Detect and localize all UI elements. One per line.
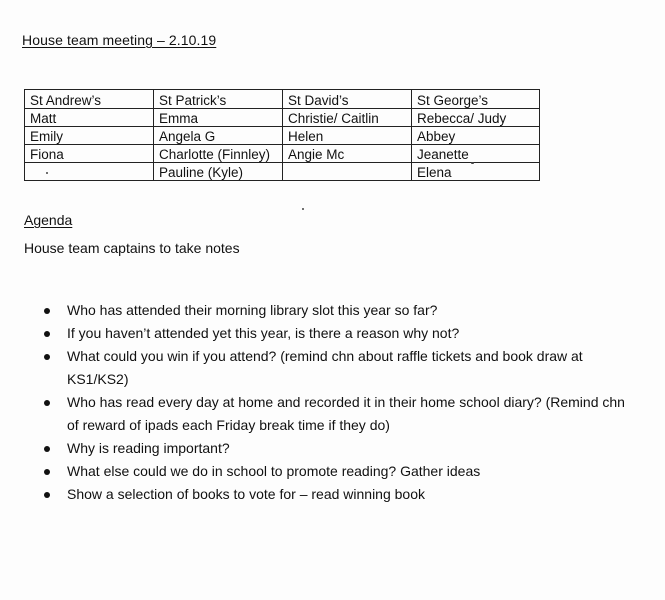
- table-header-cell: St Andrew’s: [25, 90, 154, 109]
- list-item: [40, 391, 640, 437]
- bullet-icon: [44, 308, 50, 314]
- table-cell: Fiona: [25, 145, 154, 163]
- table-header-cell: St David’s: [283, 90, 412, 109]
- list-item: [40, 437, 640, 460]
- table-cell: Abbey: [412, 127, 540, 145]
- house-team-table: [24, 89, 540, 181]
- list-item-text: Who has read every day at home and recorded it in their home school diary? (Remind chn of reward of ipads each Friday break time if they do): [67, 394, 625, 433]
- list-item-text: If you haven’t attended yet this year, is there a reason why not?: [67, 325, 460, 341]
- table-cell: Jeanette: [412, 145, 540, 163]
- table-cell: Matt: [25, 109, 154, 127]
- table-header-cell: St Patrick’s: [154, 90, 283, 109]
- table-cell: Helen: [283, 127, 412, 145]
- table-row: [25, 163, 540, 181]
- agenda-list: [40, 299, 640, 506]
- list-item: [40, 299, 640, 322]
- table-cell: Angela G: [154, 127, 283, 145]
- table-row: [25, 145, 540, 163]
- list-item-text: What else could we do in school to promote reading? Gather ideas: [67, 463, 481, 479]
- list-item-text: What could you win if you attend? (remind chn about raffle tickets and book draw at KS1/KS2): [67, 348, 583, 387]
- scan-speck: [46, 172, 48, 174]
- table-cell: [283, 163, 412, 181]
- table-cell: Pauline (Kyle): [154, 163, 283, 181]
- bullet-icon: [44, 469, 50, 475]
- list-item: [40, 460, 640, 483]
- bullet-icon: [44, 446, 50, 452]
- list-item-text: Show a selection of books to vote for – read winning book: [67, 486, 425, 502]
- list-item-text: Who has attended their morning library slot this year so far?: [67, 302, 438, 318]
- bullet-icon: [44, 492, 50, 498]
- scan-speck: [471, 162, 474, 164]
- bullet-icon: [44, 354, 50, 360]
- table-cell: [25, 163, 154, 181]
- agenda-heading: Agenda: [24, 212, 73, 228]
- table-row: [25, 109, 540, 127]
- document-title: House team meeting – 2.10.19: [22, 32, 217, 48]
- table-cell: Charlotte (Finnley): [154, 145, 283, 163]
- table-cell: Emma: [154, 109, 283, 127]
- scan-speck: [302, 208, 304, 210]
- table-header-cell: St George’s: [412, 90, 540, 109]
- table-cell: Rebecca/ Judy: [412, 109, 540, 127]
- list-item-text: Why is reading important?: [67, 440, 230, 456]
- table-cell: Emily: [25, 127, 154, 145]
- bullet-icon: [44, 400, 50, 406]
- list-item: [40, 345, 640, 391]
- table-header-row: [25, 90, 540, 109]
- list-item: [40, 322, 640, 345]
- intro-line: House team captains to take notes: [24, 240, 240, 256]
- table-cell: Christie/ Caitlin: [283, 109, 412, 127]
- bullet-icon: [44, 331, 50, 337]
- table-row: [25, 127, 540, 145]
- table-cell: Angie Mc: [283, 145, 412, 163]
- table-cell: Elena: [412, 163, 540, 181]
- list-item: [40, 483, 640, 506]
